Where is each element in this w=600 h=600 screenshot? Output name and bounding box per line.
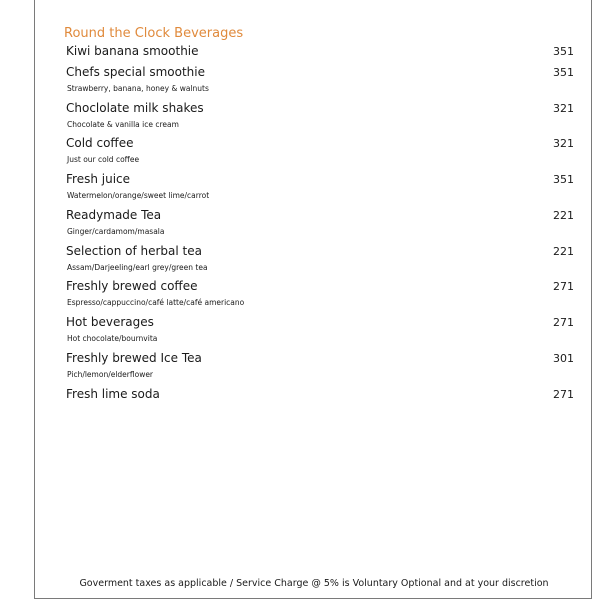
- item-name: Fresh lime soda: [66, 387, 160, 401]
- item-price: 271: [553, 316, 574, 329]
- item-price: 271: [553, 388, 574, 401]
- item-name: Freshly brewed Ice Tea: [66, 351, 202, 365]
- item-price: 321: [553, 102, 574, 115]
- item-name: Cold coffee: [66, 136, 134, 150]
- item-name: Hot beverages: [66, 315, 154, 329]
- item-price: 271: [553, 280, 574, 293]
- section-title: Round the Clock Beverages: [64, 26, 244, 41]
- item-description: Ginger/cardamom/masala: [67, 227, 165, 236]
- item-price: 221: [553, 245, 574, 258]
- menu-page: [34, 0, 592, 599]
- item-price: 321: [553, 137, 574, 150]
- item-price: 221: [553, 209, 574, 222]
- item-price: 351: [553, 173, 574, 186]
- item-description: Just our cold coffee: [67, 155, 140, 164]
- item-description: Espresso/cappuccino/café latte/café americano: [67, 298, 245, 307]
- item-name: Choclolate milk shakes: [66, 101, 204, 115]
- item-name: Selection of herbal tea: [66, 244, 202, 258]
- item-name: Freshly brewed coffee: [66, 279, 198, 293]
- item-price: 351: [553, 45, 574, 58]
- item-description: Chocolate & vanilla ice cream: [67, 120, 179, 129]
- item-name: Fresh juice: [66, 172, 131, 186]
- item-price: 301: [553, 352, 574, 365]
- item-price: 351: [553, 66, 574, 79]
- item-name: Chefs special smoothie: [66, 65, 205, 79]
- item-description: Assam/Darjeeling/earl grey/green tea: [67, 263, 208, 272]
- item-name: Readymade Tea: [66, 208, 162, 222]
- item-description: Watermelon/orange/sweet lime/carrot: [67, 191, 210, 200]
- item-name: Kiwi banana smoothie: [66, 44, 199, 58]
- item-description: Hot chocolate/bournvita: [67, 334, 158, 343]
- item-description: Strawberry, banana, honey & walnuts: [67, 84, 209, 93]
- item-description: Pich/lemon/elderflower: [67, 370, 154, 379]
- footer-note: Goverment taxes as applicable / Service Charge @ 5% is Voluntary Optional and at your discretion: [79, 578, 549, 589]
